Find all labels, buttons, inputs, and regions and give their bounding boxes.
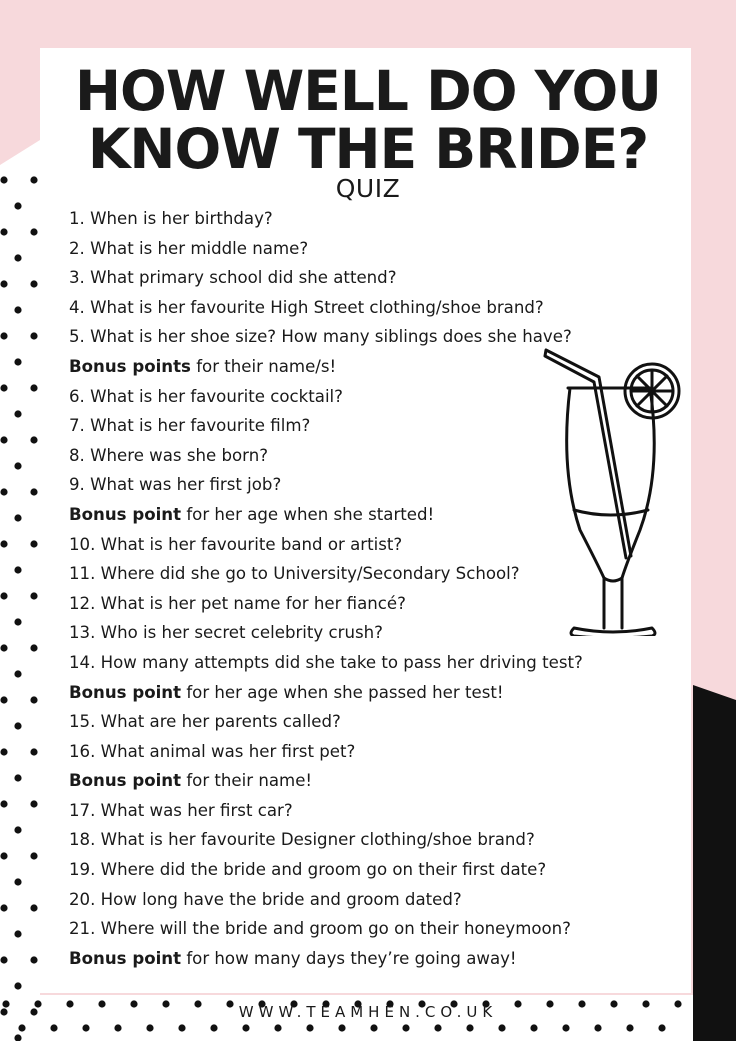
polka-dot bbox=[14, 410, 21, 417]
cocktail-glass-icon bbox=[534, 346, 684, 636]
polka-dot bbox=[14, 878, 21, 885]
page-title bbox=[0, 59, 736, 181]
polka-dot bbox=[0, 488, 7, 495]
polka-dot bbox=[466, 1024, 473, 1031]
polka-dot bbox=[14, 618, 21, 625]
question-item: 10. What is her favourite band or artist? bbox=[69, 534, 403, 554]
polka-dot bbox=[306, 1024, 313, 1031]
question-item: 16. What animal was her first pet? bbox=[69, 741, 356, 761]
polka-dot bbox=[0, 644, 7, 651]
polka-dot bbox=[14, 774, 21, 781]
question-item: 8. Where was she born? bbox=[69, 445, 269, 465]
polka-dot bbox=[0, 540, 7, 547]
question-item: 13. Who is her secret celebrity crush? bbox=[69, 623, 383, 643]
title-line-1: HOW WELL DO YOU bbox=[75, 59, 661, 123]
polka-dot bbox=[14, 670, 21, 677]
polka-dot bbox=[594, 1024, 601, 1031]
quiz-subtitle: QUIZ bbox=[335, 174, 401, 203]
question-item: 15. What are her parents called? bbox=[69, 712, 341, 732]
question-item: 19. Where did the bride and groom go on their first date? bbox=[69, 860, 547, 880]
polka-dot bbox=[0, 748, 7, 755]
polka-dot bbox=[14, 202, 21, 209]
title-line-2: KNOW THE BRIDE? bbox=[87, 117, 649, 181]
polka-dot bbox=[0, 956, 7, 963]
bonus-text: for their name! bbox=[181, 771, 313, 791]
question-item: 9. What was her first job? bbox=[69, 475, 282, 495]
black-corner-shape bbox=[693, 685, 736, 1041]
polka-dot bbox=[14, 514, 21, 521]
bonus-text: for how many days they’re going away! bbox=[181, 948, 517, 968]
question-item: 12. What is her pet name for her fiancé? bbox=[69, 593, 406, 613]
polka-dot bbox=[30, 436, 37, 443]
polka-dot bbox=[0, 852, 7, 859]
polka-dot bbox=[0, 904, 7, 911]
polka-dot bbox=[14, 566, 21, 573]
polka-dot bbox=[0, 384, 7, 391]
polka-dot bbox=[30, 956, 37, 963]
polka-dot bbox=[402, 1024, 409, 1031]
polka-dot bbox=[50, 1024, 57, 1031]
polka-dot bbox=[370, 1024, 377, 1031]
polka-dot bbox=[498, 1024, 505, 1031]
bonus-text: for her age when she passed her test! bbox=[181, 682, 504, 702]
polka-dot bbox=[30, 592, 37, 599]
polka-dot bbox=[30, 800, 37, 807]
bonus-line bbox=[69, 944, 629, 974]
bonus-label: Bonus point bbox=[69, 504, 182, 524]
question-item: 1. When is her birthday? bbox=[69, 209, 273, 228]
polka-dot bbox=[14, 306, 21, 313]
bonus-text: for her age when she started! bbox=[181, 504, 435, 524]
polka-dot bbox=[0, 800, 7, 807]
polka-dot bbox=[30, 540, 37, 547]
polka-dot bbox=[30, 332, 37, 339]
question-item: 4. What is her favourite High Street clothing/shoe brand? bbox=[69, 297, 544, 317]
polka-dot bbox=[14, 254, 21, 261]
polka-dot bbox=[18, 1024, 25, 1031]
question-item: 6. What is her favourite cocktail? bbox=[69, 386, 343, 406]
polka-dot bbox=[14, 722, 21, 729]
bonus-label: Bonus point bbox=[69, 771, 182, 791]
question-item: 14. How many attempts did she take to pass her driving test? bbox=[69, 652, 583, 672]
footer-website: WWW.TEAMHEN.CO.UK bbox=[238, 1003, 498, 1021]
polka-dot bbox=[0, 436, 7, 443]
polka-dot bbox=[14, 358, 21, 365]
question-item: 18. What is her favourite Designer clothing/shoe brand? bbox=[69, 830, 535, 850]
polka-dot bbox=[30, 488, 37, 495]
question-item: 3. What primary school did she attend? bbox=[69, 268, 397, 288]
polka-dot bbox=[178, 1024, 185, 1031]
question-item: 2. What is her middle name? bbox=[69, 238, 309, 258]
polka-dot bbox=[30, 228, 37, 235]
polka-dot bbox=[14, 930, 21, 937]
polka-dot bbox=[626, 1024, 633, 1031]
polka-dot bbox=[82, 1024, 89, 1031]
bonus-line bbox=[69, 678, 629, 708]
bonus-text: for their name/s! bbox=[190, 356, 337, 376]
polka-dot bbox=[0, 228, 7, 235]
question-item: 11. Where did she go to University/Secondary School? bbox=[69, 564, 520, 584]
polka-dot bbox=[30, 280, 37, 287]
polka-dot bbox=[30, 852, 37, 859]
polka-dot bbox=[530, 1024, 537, 1031]
polka-dot bbox=[14, 462, 21, 469]
polka-dot bbox=[562, 1024, 569, 1031]
bonus-label: Bonus point bbox=[69, 948, 182, 968]
question-item: 5. What is her shoe size? How many siblings does she have? bbox=[69, 327, 572, 347]
polka-dot bbox=[210, 1024, 217, 1031]
question-item: 17. What was her first car? bbox=[69, 800, 293, 820]
polka-dot bbox=[242, 1024, 249, 1031]
question-item: 7. What is her favourite film? bbox=[69, 416, 311, 436]
polka-dot bbox=[0, 280, 7, 287]
polka-dot bbox=[146, 1024, 153, 1031]
polka-dot bbox=[14, 982, 21, 989]
polka-dot bbox=[0, 332, 7, 339]
polka-dot bbox=[14, 826, 21, 833]
polka-dot bbox=[30, 904, 37, 911]
bonus-label: Bonus point bbox=[69, 682, 182, 702]
polka-dot bbox=[30, 644, 37, 651]
question-item: 20. How long have the bride and groom dated? bbox=[69, 889, 462, 909]
polka-dot bbox=[274, 1024, 281, 1031]
polka-dot bbox=[30, 384, 37, 391]
polka-dot bbox=[0, 592, 7, 599]
polka-dot bbox=[658, 1024, 665, 1031]
polka-dot bbox=[30, 696, 37, 703]
bonus-line bbox=[69, 766, 629, 796]
question-item: 21. Where will the bride and groom go on their honeymoon? bbox=[69, 919, 571, 939]
polka-dot bbox=[338, 1024, 345, 1031]
polka-dot bbox=[30, 748, 37, 755]
polka-dot bbox=[434, 1024, 441, 1031]
polka-dot bbox=[0, 696, 7, 703]
polka-dot bbox=[114, 1024, 121, 1031]
bonus-label: Bonus points bbox=[69, 356, 191, 376]
